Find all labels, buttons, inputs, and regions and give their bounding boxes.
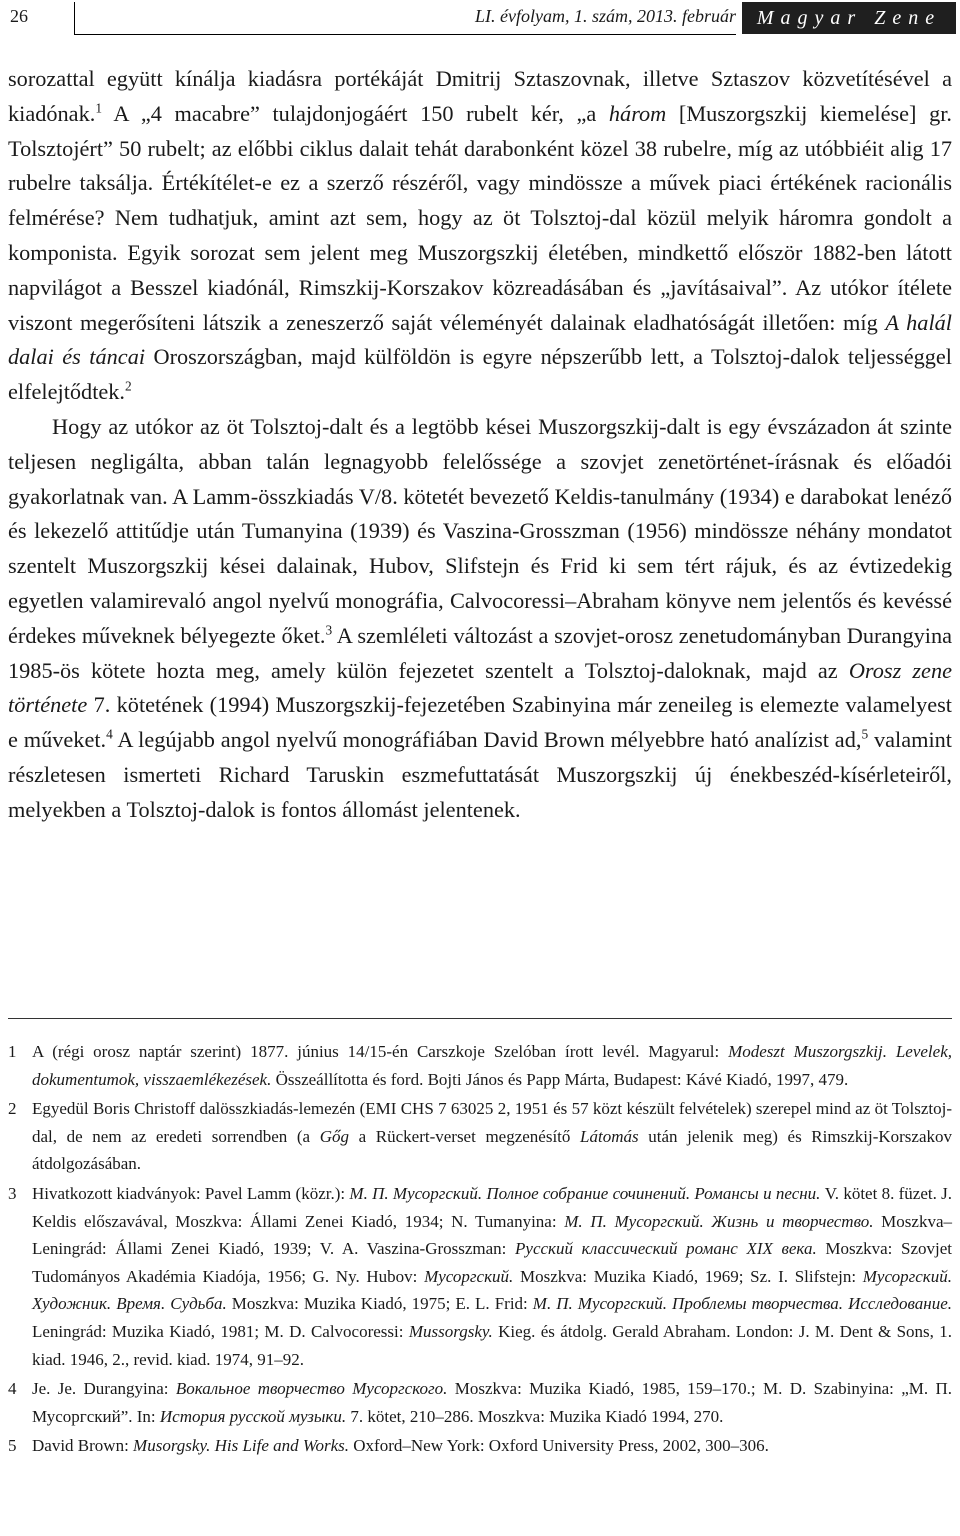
text-run: A (régi orosz naptár szerint) 1877. június 14/15-én Carszkoje Szelóban írott levél. Magyarul:: [32, 1042, 729, 1061]
running-header: [10, 0, 956, 38]
italic-text: Orosz zene története: [8, 657, 952, 718]
footnote-number: 2: [8, 1099, 17, 1119]
footnote-ref: 2: [125, 378, 132, 394]
text-run: Összeállította és ford. Bojti János és Papp Márta, Budapest: Kávé Kiadó, 1997, 479.: [271, 1069, 849, 1089]
header-separator: [74, 2, 75, 34]
italic-text: Mussorgsky.: [408, 1321, 493, 1341]
header-rule: [74, 34, 736, 35]
main-text: [8, 62, 952, 828]
text-run: Moszkva: Muzika Kiadó, 1985, 159–170.; M. D. Szabinyina: „М. П. Мусоргский”. In:: [32, 1379, 952, 1426]
italic-text: Látomás: [580, 1126, 639, 1146]
text-run: David Brown:: [32, 1436, 134, 1456]
italic-text: М. П. Мусоргский. Полное собрание сочинений. Романсы и песни.: [349, 1183, 821, 1203]
text-run: Moszkva: Muzika Kiadó, 1969; Sz. I. Slifstejn:: [513, 1266, 863, 1286]
italic-text: Gőg: [319, 1126, 349, 1146]
text-run: Oxford–New York: Oxford University Press, 2002, 300–306.: [349, 1436, 769, 1456]
footnote-number: 3: [8, 1183, 17, 1203]
footnote-2: [8, 1095, 952, 1178]
text-run: Moszkva: Szovjet Tudományos Akadémia Kiadója, 1956; G. Ny. Hubov:: [32, 1239, 952, 1286]
italic-text: három: [608, 100, 667, 126]
text-run: sorozattal együtt kínálja kiadásra portékáját Dmitrij Sztaszovnak, illetve Sztaszov közvetítésével a kiadónak.: [8, 66, 952, 126]
text-run: Leningrád: Muzika Kiadó, 1981; M. D. Calvocoressi:: [32, 1321, 409, 1341]
footnotes: [8, 1038, 952, 1462]
italic-text: A halál dalai és táncai: [8, 309, 952, 370]
page-number: 26: [10, 6, 28, 26]
text-run: Moszkva: Muzika Kiadó, 1975; E. L. Frid:: [226, 1294, 533, 1314]
italic-text: М. П. Мусоргский. Жизнь и творчество.: [564, 1211, 874, 1231]
text-run: [Muszorgszkij kiemelése] gr. Tolsztojért” 50 rubelt; az előbbi ciklus dalait tehát darabonként közel 38 rubelre, míg az utóbbiéit alig 17 rubelre taksálja. Értékítélet-e ez a szerző részéről, vagy mindössze a művek piaci értékének racionális felmérése? Nem tudhatjuk, amint azt sem, hogy az öt Tolsztoj-dal közül melyik háromra gondolt a komponista. Egyik sorozat sem jelent meg Muszorgszkij életében, mindkettő először 1882-ben látott napvilágot a Besszel kiadónál, Rimszkij-Korszakov közreadásában és „javításaival”. Az utókor ítélete viszont megerősíteni látszik a zeneszerző saját véleményét dalainak eladhatóságát illetően: míg: [8, 100, 952, 335]
footnote-text: [32, 1099, 952, 1173]
paragraph-2: [8, 410, 952, 828]
footnote-text: [32, 1042, 952, 1089]
italic-text: Русский классический романс XIX века.: [515, 1239, 817, 1259]
italic-text: Мусоргский. Художник. Время. Судьба.: [32, 1266, 952, 1314]
italic-text: История русской музыки.: [159, 1406, 347, 1426]
footnote-number: 5: [8, 1436, 17, 1456]
text-run: 7. kötet, 210–286. Moszkva: Muzika Kiadó 1994, 270.: [346, 1406, 724, 1426]
text-run: Hogy az utókor az öt Tolsztoj-dalt és a legtöbb kései Muszorgszkij-dalt is egy évszázadon át szinte teljesen negligálta, abban talán legnagyobb felelőssége a szovjet zenetörténet-írásnak és előadói gyakorlatnak van. A Lamm-összkiadás V/8. kötetét bevezető Keldis-tanulmány (1934) e darabokat lenéző és lekezelő attitűdje után Tumanyina (1939) és Vaszina-Grosszman (1956) mindössze néhány mondatot szentelt Muszorgszkij kései dalainak, Hubov, Slifstejn és Frid ki sem tért rájuk, és az évtizedekig egyetlen valamirevaló angol nyelvű monográfia, Calvocoressi–Abraham könyve nem jelentős és kevéssé érdekes műveknek bélyegezte őket.: [8, 413, 952, 648]
italic-text: Вокальное творчество Мусоргского.: [175, 1379, 448, 1399]
text-run: Je. Je. Durangyina:: [32, 1379, 176, 1399]
footnote-ref: 1: [95, 100, 102, 116]
footnote-5: [8, 1432, 952, 1460]
footnote-ref: 4: [106, 726, 113, 742]
text-run: valamint részletesen ismerteti Richard Taruskin eszmefuttatását Muszorgszkij új énekbeszéd-kísérleteiről, melyekben a Tolsztoj-dalok is fontos állomást jelentenek.: [8, 727, 953, 822]
paragraph-1: [8, 62, 952, 410]
text-run: Oroszországban, majd külföldön is egyre népszerűbb lett, a Tolsztoj-dalok teljességgel elfelejtődtek.: [8, 344, 952, 405]
text-run: A legújabb angol nyelvű monográfiában David Brown mélyebbre ható analízist ad,: [112, 727, 862, 753]
italic-text: М. П. Мусоргский. Проблемы творчества. Исследование.: [532, 1294, 952, 1314]
text-run: Egyedül Boris Christoff dalösszkiadás-lemezén (EMI CHS 7 63025 2, 1951 és 57 közt készült felvételek) szerepel mind az öt Tolsztoj-dal, de nem az eredeti sorrendben (a: [32, 1099, 952, 1146]
issue-info: LI. évfolyam, 1. szám, 2013. február: [475, 6, 736, 26]
footnote-text: [32, 1379, 952, 1426]
text-run: V. kötet 8. füzet. J. Keldis előszavával, Moszkva: Állami Zenei Kiadó, 1934; N. Tumanyina:: [32, 1183, 952, 1231]
text-run: A szemléleti változást a szovjet-orosz zenetudományban Durangyina 1985-ös kötete hozta meg, amely külön fejezetet szentelt a Tolsztoj-daloknak, majd az: [8, 622, 952, 683]
text-run: Kieg. és átdolg. Gerald Abraham. London: J. M. Dent & Sons, 1. kiad. 1946, 2., revid. kiad. 1974, 91–92.: [32, 1321, 952, 1369]
text-run: Hivatkozott kiadványok: Pavel Lamm (közr.):: [32, 1183, 350, 1203]
footnote-text: [32, 1436, 769, 1455]
footnote-4: [8, 1375, 952, 1430]
footnote-number: 4: [8, 1379, 17, 1399]
footnote-number: 1: [8, 1042, 17, 1061]
footnote-divider: [8, 1018, 952, 1019]
footnote-3: [8, 1180, 952, 1373]
journal-title: Magyar Zene: [742, 2, 956, 34]
text-run: után jelenik meg) és Rimszkij-Korszakov átdolgozásában.: [32, 1126, 952, 1174]
footnote-text: [32, 1184, 952, 1369]
italic-text: Musorgsky. His Life and Works.: [133, 1436, 350, 1456]
italic-text: Modeszt Muszorgszkij. Levelek, dokumentumok, visszaemlékezések.: [32, 1042, 952, 1089]
italic-text: Мусоргский.: [424, 1266, 514, 1286]
text-run: Moszkva–Leningrád: Állami Zenei Kiadó, 1939; V. A. Vaszina-Grosszman:: [32, 1211, 952, 1259]
footnote-ref: 5: [861, 726, 869, 742]
text-run: a Rückert-verset megzenésítő: [348, 1126, 581, 1146]
text-run: A „4 macabre” tulajdonjogáért 150 rubelt kér, „a: [102, 100, 609, 126]
footnote-1: [8, 1038, 952, 1093]
text-run: 7. kötetének (1994) Muszorgszkij-fejezetében Szabinyina már zeneileg is elemezte valamelyest e műveket.: [8, 692, 952, 753]
footnote-ref: 3: [325, 622, 333, 638]
